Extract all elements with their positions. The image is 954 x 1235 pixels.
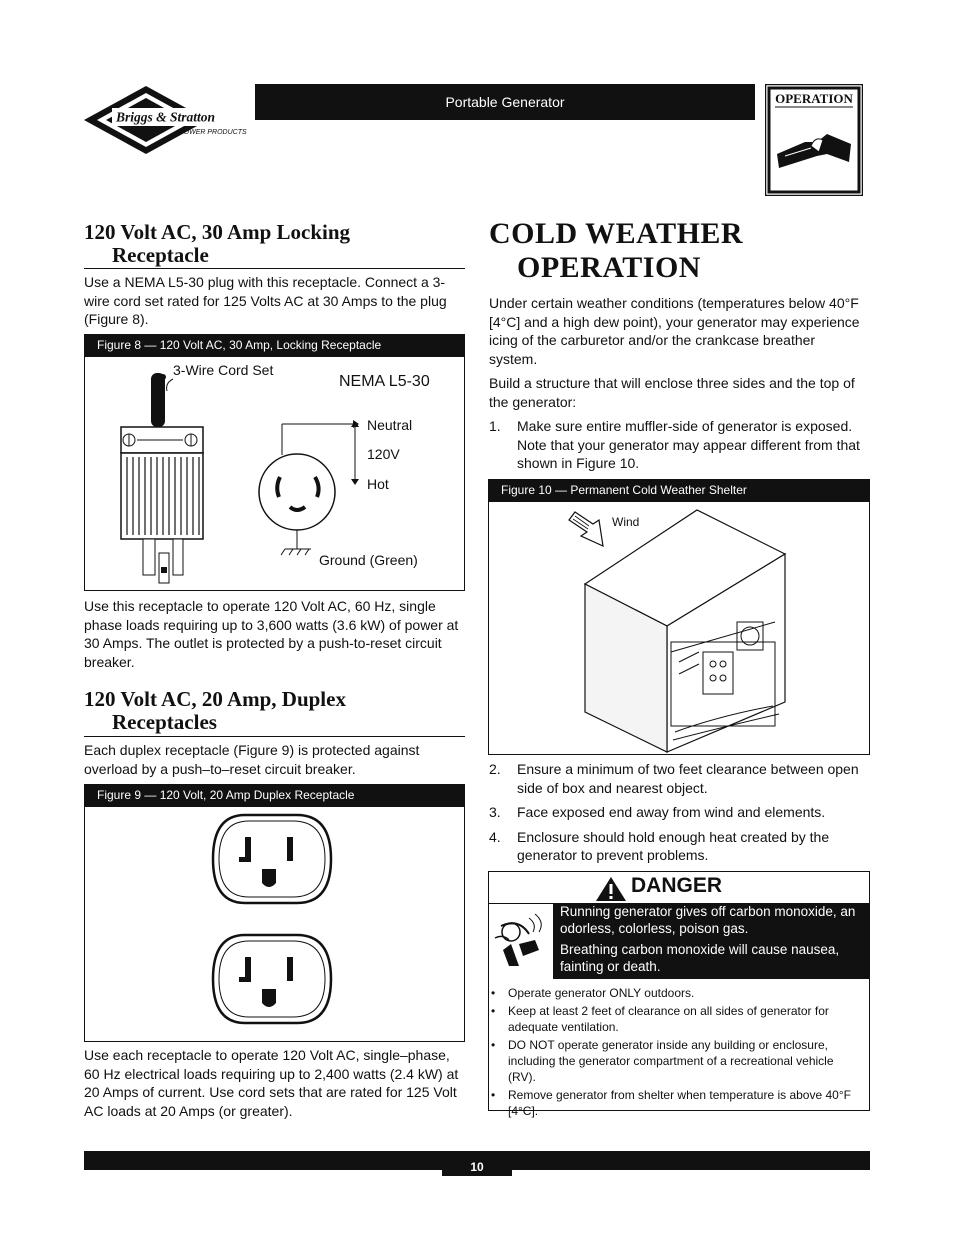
step-number: 4. (489, 828, 501, 845)
para-cold-intro: Under certain weather conditions (temperatures below 40°F [4°C] and a high dew point), your generator may experience icing of the carburetor and/or the crankcase breather system. (489, 295, 860, 367)
para-30amp-usage: Use this receptacle to operate 120 Volt AC, 60 Hz, single phase loads requiring up to 3,600 watts (3.6 kW) of power at 30 Amps. The outlet is protected by a push-to-reset circuit breaker. (84, 598, 459, 670)
danger-heading: DANGER (631, 874, 723, 897)
steps-list (489, 760, 870, 865)
step-text: Make sure entire muffler-side of generator is exposed. Note that your generator may appear different from that shown in Figure 10. (517, 418, 860, 471)
figure-9-box (84, 806, 465, 1042)
brand-subtitle: POWER PRODUCTS (179, 129, 247, 136)
danger-message (554, 903, 869, 979)
para-20amp-usage: Use each receptacle to operate 120 Volt AC, single–phase, 60 Hz electrical loads requiring up to 2,400 watts (2.4 kW) at 20 Amps of current. Use cord sets that are rated for 125 Volt AC loads at 20 Amps (or greater). (84, 1047, 459, 1119)
figure-9-caption: Figure 9 — 120 Volt, 20 Amp Duplex Receptacle (84, 784, 465, 806)
danger-header (489, 872, 869, 903)
warning-triangle-icon (595, 876, 627, 902)
page-title (489, 217, 869, 285)
danger-bullet-text: Keep at least 2 feet of clearance on all sides of generator for adequate ventilation. (508, 1004, 829, 1034)
step-text: Enclosure should hold enough heat created by the generator to prevent problems. (517, 828, 830, 863)
section-title-30amp (84, 221, 464, 267)
step-2 (489, 760, 870, 797)
label-neutral: Neutral (367, 417, 413, 433)
figure-10-box (488, 501, 870, 755)
para-build-structure: Build a structure that will enclose three sides and the top of the generator: (489, 375, 855, 410)
step-1 (489, 417, 869, 473)
danger-message-line: Breathing carbon monoxide will cause nausea, fainting or death. (560, 942, 840, 974)
danger-bullet: • DO NOT operate generator inside any building or enclosure, including the generator compartment of a recreational vehicle (RV). (491, 1037, 863, 1085)
para-20amp-intro: Each duplex receptacle (Figure 9) is protected against overload by a push–to–reset circuit breaker. (84, 742, 420, 777)
danger-message-line: Running generator gives off carbon monoxide, an odorless, colorless, poison gas. (560, 904, 856, 936)
step-4 (489, 828, 870, 865)
page-title-line: COLD WEATHER (489, 217, 744, 250)
section-title-line: Receptacles (112, 710, 217, 734)
step-3 (489, 803, 870, 822)
label-ground: Ground (Green) (319, 552, 418, 568)
label-hot: Hot (367, 476, 389, 492)
figure-8-box (84, 356, 465, 591)
label-cord-set: 3-Wire Cord Set (173, 362, 274, 378)
danger-box (488, 871, 870, 1118)
danger-bullet: • Operate generator ONLY outdoors. (491, 986, 695, 1000)
label-120v: 120V (367, 446, 400, 462)
section-title-20amp (84, 688, 464, 734)
label-wind: Wind (612, 515, 640, 529)
danger-bullet-text: Remove generator from shelter when temperature is above 40°F [4°C]. (508, 1088, 851, 1118)
danger-bullet-text: Operate generator ONLY outdoors. (508, 986, 695, 1000)
badge-label: OPERATION (775, 91, 853, 106)
page-title-line: OPERATION (517, 251, 701, 284)
danger-bullet: • Remove generator from shelter when temperature is above 40°F [4°C]. (491, 1087, 863, 1119)
label-nema: NEMA L5-30 (339, 373, 430, 390)
step-text: Ensure a minimum of two feet clearance between open side of box and nearest object. (517, 761, 859, 796)
para-30amp-intro: Use a NEMA L5-30 plug with this receptacle. Connect a 3-wire cord set rated for 125 Volts AC at 30 Amps to the plug (Figure 8). (84, 274, 447, 327)
brand-logo (82, 84, 254, 156)
section-rule (84, 736, 465, 737)
step-number: 3. (489, 804, 501, 820)
step-number: 2. (489, 761, 501, 777)
step-text: Face exposed end away from wind and elements. (517, 804, 826, 820)
section-title-line: Receptacle (112, 243, 209, 267)
step-number: 1. (489, 418, 501, 434)
danger-bullet-text: DO NOT operate generator inside any building or enclosure, including the generator compartment of a recreational vehicle (RV). (508, 1038, 834, 1084)
cold-weather-shelter-illustration (489, 502, 869, 754)
danger-bullets (491, 985, 863, 1121)
figure-10-caption: Figure 10 — Permanent Cold Weather Shelter (488, 479, 870, 501)
product-header-bar: Portable Generator (255, 84, 755, 120)
operation-badge (765, 84, 863, 196)
danger-bullet: • Keep at least 2 feet of clearance on all sides of generator for adequate ventilation. (491, 1003, 863, 1035)
section-title-line: 120 Volt AC, 30 Amp Locking (84, 220, 351, 244)
section-title-line: 120 Volt AC, 20 Amp, Duplex (84, 687, 346, 711)
co-hazard-icon (489, 903, 554, 979)
figure-8-caption: Figure 8 — 120 Volt AC, 30 Amp, Locking Receptacle (84, 334, 465, 356)
section-rule (84, 268, 465, 269)
page-number: 10 (442, 1154, 512, 1176)
duplex-receptacle-diagram (85, 807, 464, 1041)
brand-name: Briggs & Stratton (116, 109, 216, 125)
